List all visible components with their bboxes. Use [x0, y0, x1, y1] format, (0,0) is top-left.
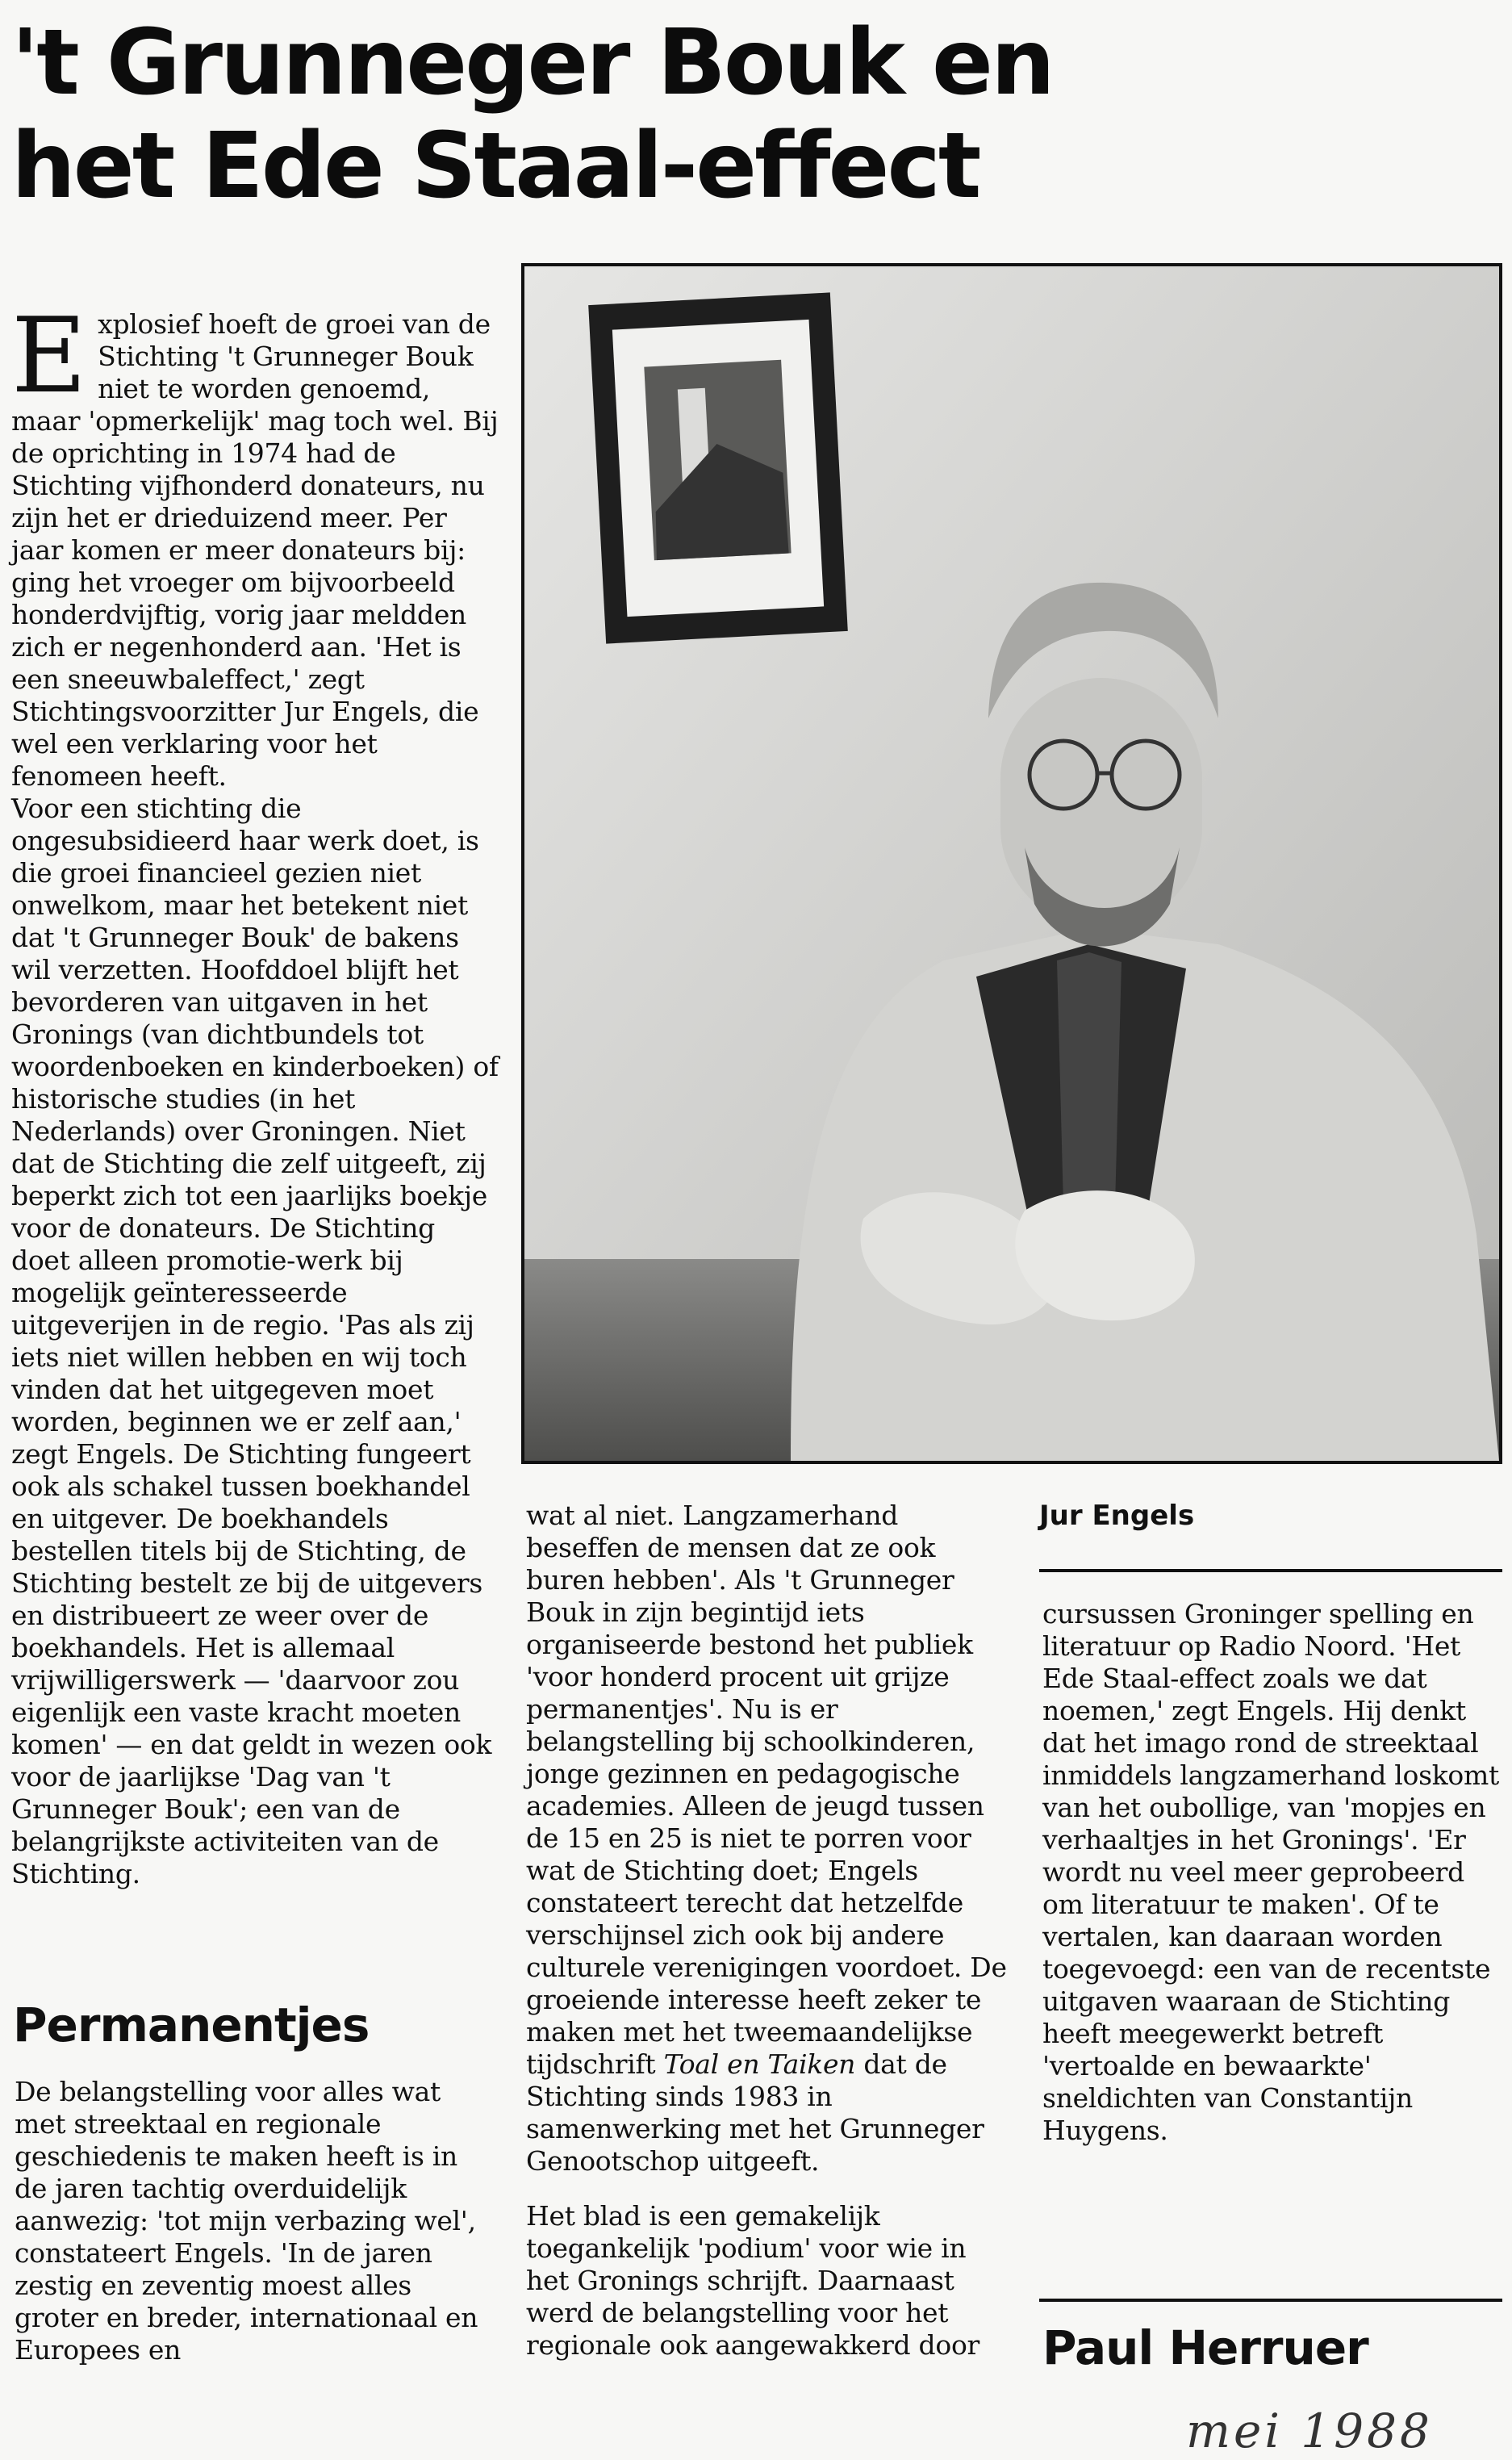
paragraph-text: wat al niet. Langzamerhand beseffen de mensen dat ze ook buren hebben'. Als 't Grunneger Bouk in zijn begintijd iets organiseerde bestond het publiek 'voor honderd procent uit grijze permanentjes'. Nu is er belangstelling bij schoolkinderen, jonge gezinnen en pedagogische academies. Alleen de jeugd tussen de 15 en 25 is niet te porren voor wat de Stichting doet; Engels constateert terecht dat hetzelfde verschijnsel zich ook bij andere culturele verenigingen voordoet. De groeiende interesse heeft zeker te maken met het tweemaandelijkse tijdschrift — [526, 1500, 1007, 2080]
magazine-title: Toal en Taiken — [663, 2048, 856, 2080]
article-paragraph: Voor een stichting die ongesubsidieerd haar werk doet, is die groei financieel gezien niet onwelkom, maar het betekent niet dat 't Grunneger Bouk' de bakens wil verzetten. Hoofddoel blijft het bevorderen van uitgaven in het Gronings (van dichtbundels tot woordenboeken en kinderboeken) of historische studies (in het Nederlands) over Groningen. Niet dat de Stichting die zelf uitgeeft, zij beperkt zich tot een jaarlijks boekje voor de donateurs. De Stichting doet alleen promotie-werk bij mogelijk geïnteresseerde uitgeverijen in de regio. 'Pas als zij iets niet willen hebben en wij toch vinden dat het uitgegeven moet worden, beginnen we er zelf aan,' zegt Engels. De Stichting fungeert ook als schakel tussen boekhandel en uitgever. De boekhandels bestellen titels bij de Stichting, de Stichting bestelt ze bij de uitgevers en distribueert ze weer over de boekhandels. Het is allemaal vrijwilligerswerk — 'daarvoor zou eigenlijk een vaste kracht moeten komen' — en dat geldt in wezen ook voor de jaarlijkse 'Dag van 't Grunneger Bouk'; een van de belangrijkste activiteiten van de Stichting. — [11, 793, 499, 1889]
column-1 — [11, 296, 499, 1890]
article-paragraph — [11, 296, 499, 793]
article-paragraph: cursussen Groninger spelling en literatuur op Radio Noord. 'Het Ede Staal-effect zoals we dat noemen,' zegt Engels. Hij denkt dat het imago rond de streektaal inmiddels langzamerhand loskomt van het oubollige, van 'mopjes en verhaaltjes in het Gronings'. 'Er wordt nu veel meer geprobeerd om literatuur te maken'. Of te vertalen, kan daaraan worden toegevoegd: een van de recentste uitgaven waaraan de Stichting heeft meegewerkt betreft 'vertoalde en bewaarkte' sneldichten van Constantijn Huygens. — [1042, 1598, 1499, 2146]
byline: Paul Herruer — [1042, 2320, 1368, 2375]
framed-picture — [588, 292, 848, 643]
subheading: Permanentjes — [13, 1998, 370, 2052]
column-3 — [1042, 1598, 1504, 2147]
article-paragraph: Het blad is een gemakelijk toegankelijk 'podium' voor wie in het Gronings schrijft. Daarnaast werd de belangstelling voor het regionale ook aangewakkerd door — [526, 2200, 979, 2361]
article-paragraph — [526, 1500, 1013, 2178]
paragraph-text: xplosief hoeft de groei van de Stichting 't Grunneger Bouk niet te worden genoemd, maar 'opmerkelijk' mag toch wel. Bij de oprichting in 1974 had de Stichting vijfhonderd donateurs, nu zijn het er drieduizend meer. Per jaar komen er meer donateurs bij: ging het vroeger om bijvoorbeeld honderdvijftig, vorig jaar meldden zich er negenhonderd aan. 'Het is een sneeuwbaleffect,' zegt Stichtingsvoorzitter Jur Engels, die wel een verklaring voor het fenomeen heeft. — [11, 308, 499, 792]
paragraph-text: dat de Stichting sinds 1983 in samenwerking met het Grunneger Genootschop uitgeeft. — [526, 2048, 984, 2177]
handwritten-date: mei 1988 — [1186, 2404, 1433, 2458]
article-paragraph: De belangstelling voor alles wat met streektaal en regionale geschiedenis te maken heeft is in de jaren tachtig overduidelijk aanwezig: 'tot mijn verbazing wel', constateert Engels. 'In de jaren zestig en zeventig moest alles groter en breder, internationaal en Europees en — [15, 2076, 478, 2366]
column-2 — [526, 1500, 1013, 2362]
drop-cap: E — [11, 296, 87, 416]
headline: 't Grunneger Bouk en het Ede Staal-effect — [11, 10, 1053, 219]
photo-caption: Jur Engels — [1039, 1500, 1195, 1532]
column-1-continued — [15, 2076, 484, 2366]
divider-rule — [1039, 1569, 1502, 1572]
portrait-photo — [521, 263, 1502, 1464]
divider-rule — [1039, 2299, 1502, 2302]
